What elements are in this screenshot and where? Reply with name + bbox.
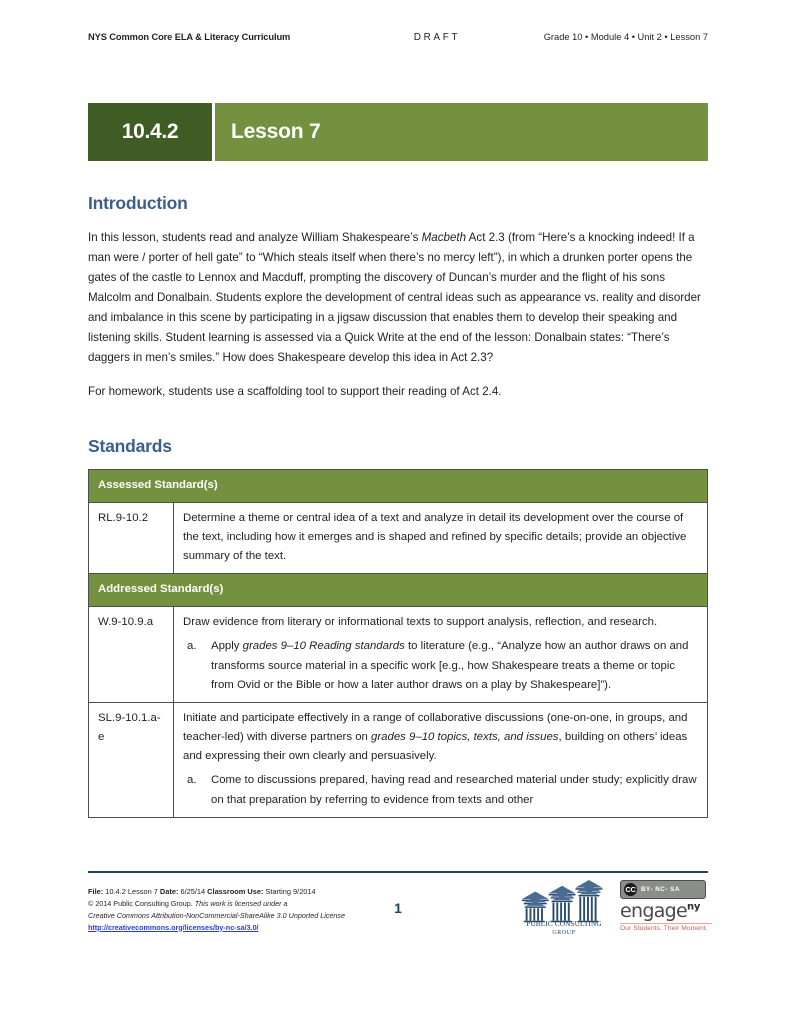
sub-text: Come to discussions prepared, having read and researched material under study; explicitly draw on that preparation by referring to evidence from texts and other [211,774,697,806]
standard-description [174,607,708,703]
introduction-paragraph-1 [88,228,708,368]
standard-text-pre: Initiate and participate effectively in a range of collaborative discussions (one-on-one, in groups, and teacher-led) with diverse partners on [183,711,688,744]
date-label: Date: [159,887,179,896]
file-label: File: [88,887,104,896]
pcg-caption-line1: PUBLIC CONSULTING [526,918,602,928]
standard-text-post: , building on others’ ideas and expressing their own clearly and persuasively. [183,731,688,763]
footer-file-line [88,886,418,898]
sub-text-italic: grades 9–10 Reading standards [242,640,405,653]
draft-label: DRAFT [413,32,461,43]
pcg-caption-line2: GROUP [552,930,576,937]
standard-description [174,702,708,817]
macbeth-title: Macbeth [421,231,467,244]
document-footer [88,886,708,956]
footer-divider [88,871,708,873]
standards-table [88,469,708,818]
standard-description: Determine a theme or central idea of a text and analyze in detail its development over the course of the text, including how it emerges and is shaped and refined by specific details; provide an objective summary of the text. [174,502,708,573]
curriculum-label: NYS Common Core ELA & Literacy Curriculum [88,32,291,42]
classroom-use-label: Classroom Use: [207,887,264,896]
standard-main-text: Draw evidence from literary or informational texts to support analysis, reflection, and research. [183,616,658,629]
table-row [89,502,708,573]
license-text-part2: Creative Commons Attribution-NonCommercial-ShareAlike 3.0 Unported License [88,910,345,920]
table-row [89,702,708,817]
copyright-text: © 2014 Public Consulting Group. [88,899,195,909]
list-item [183,771,698,809]
document-body [88,193,708,818]
intro-text-post: Act 2.3 (from “Here’s a knocking indeed! If a man were / porter of hell gate” to “Which steals itself when there’s no mercy left”), in which a drunken porter opens the gates of the castle to Lennox and Macduff, prompting the discovery of Duncan’s murder and the flight of his sons Malcolm and Donalbain. Students explore the development of central ideas such as appearance vs. reality and disorder and imbalance in this scene by participating in a jigsaw discussion that enables them to develop their speaking and listening skills. Student learning is assessed via a Quick Write at the end of the lesson: Donalbain states: “There’s daggers in men’s smiles.” How does Shakespeare develop this idea in Act 2.3? [88,231,701,364]
public-consulting-group-logo [516,880,612,938]
assessed-standards-header: Assessed Standard(s) [89,469,708,502]
engageny-logo [620,878,712,938]
lesson-banner [88,103,708,161]
cc-circle-icon: CC [625,885,636,894]
introduction-heading: Introduction [88,193,188,213]
list-marker: a. [187,640,197,653]
page-number: 1 [394,900,402,916]
engage-word: engage [620,900,687,922]
table-row [89,574,708,607]
standards-heading: Standards [88,435,172,456]
date-value: 6/25/14 [178,887,208,896]
addressed-standards-header: Addressed Standard(s) [89,574,708,607]
pcg-caption [516,920,612,937]
engage-tagline: Our Students. Their Moment. [620,925,708,932]
standard-code: SL.9-10.1.a-e [89,702,174,817]
standard-sub-list [183,771,698,809]
running-header [88,32,708,50]
creative-commons-badge-icon [620,880,706,899]
standard-code: RL.9-10.2 [89,502,174,573]
grade-module-unit-lesson-label: Grade 10 • Module 4 • Unit 2 • Lesson 7 [543,32,708,42]
standard-text-italic: grades 9–10 topics, texts, and issues [371,731,559,744]
lesson-title: Lesson 7 [212,103,708,161]
lesson-code: 10.4.2 [88,103,212,161]
intro-text-pre: In this lesson, students read and analyze William Shakespeare’s [88,231,422,244]
sub-text-post: to literature (e.g., “Analyze how an author draws on and transforms source material in a specific work [e.g., how Shakespeare treats a theme or topic from Ovid or the Bible or how a later author draws on a play by Shakespeare]”). [211,640,689,691]
sub-text-pre: Apply [211,640,243,653]
table-row [89,607,708,703]
engage-divider [620,923,712,924]
engage-ny-superscript: ny [687,901,701,913]
license-link[interactable]: http://creativecommons.org/licenses/by-nc-sa/3.0/ [88,922,259,932]
standard-code: W.9-10.9.a [89,607,174,703]
classroom-use-value: Starting 9/2014 [263,887,316,896]
introduction-paragraph-2: For homework, students use a scaffolding tool to support their reading of Act 2.4. [88,384,502,398]
license-text-part1: This work is licensed under a [194,899,288,909]
engage-wordmark [620,900,700,922]
cc-terms-label: BY- NC- SA [641,886,680,893]
table-row [89,469,708,502]
list-item [183,637,698,694]
standard-sub-list [183,637,698,694]
footer-logos [508,878,708,940]
list-marker: a. [187,774,197,787]
file-value: 10.4.2 Lesson 7 [103,887,160,896]
